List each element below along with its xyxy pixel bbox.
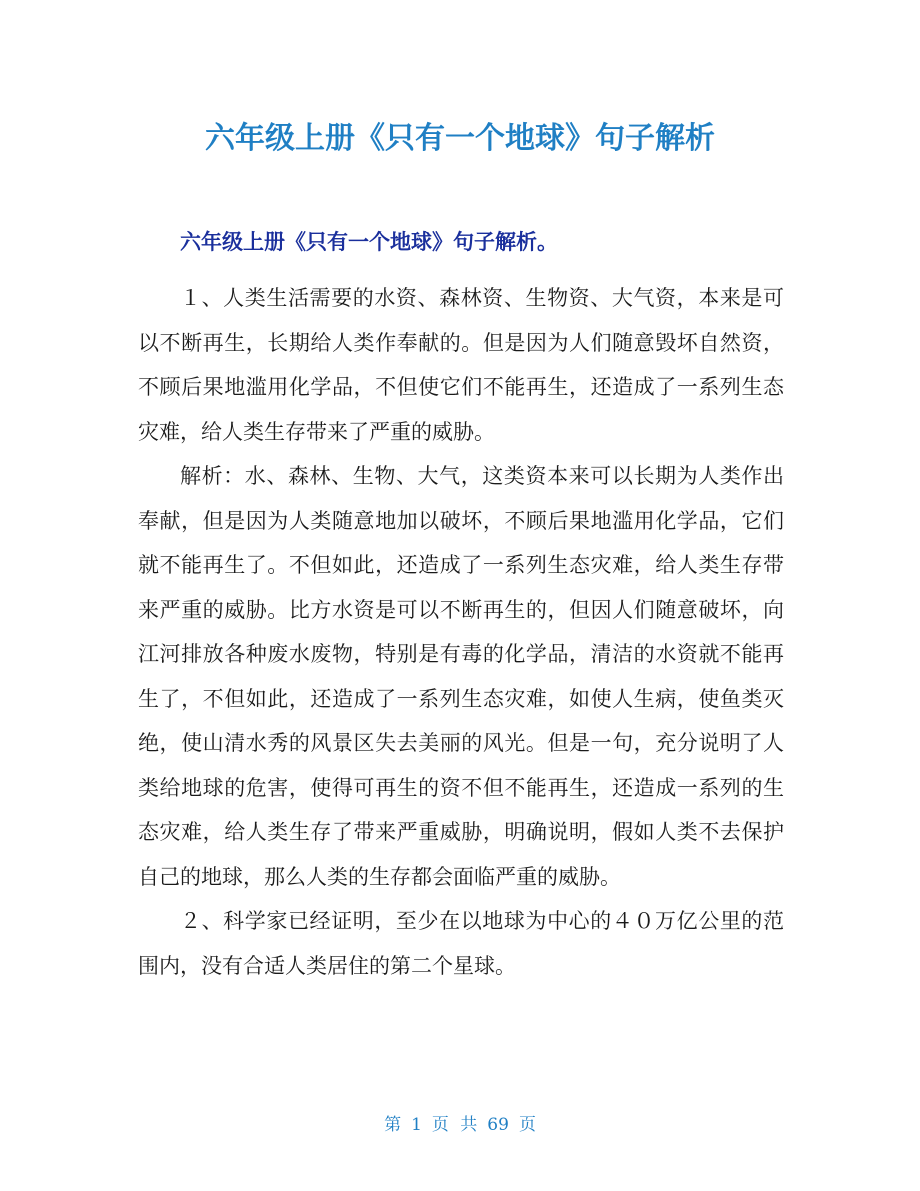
- footer-middle: 页 共: [431, 1115, 478, 1135]
- paragraph-2: 解析：水、森林、生物、大气，这类资本来可以长期为人类作出奉献，但是因为人类随意地加以破坏，不顾后果地滥用化学品，它们就不能再生了。不但如此，还造成了一系列生态灾难，给人类生存带来严重的威胁。比方水资是可以不断再生的，但因人们随意破坏，向江河排放各种废水废物，特别是有毒的化学品，清洁的水资就不能再生了，不但如此，还造成了一系列生态灾难，如使人生病，使鱼类灭绝，使山清水秀的风景区失去美丽的风光。但是一句，充分说明了人类给地球的危害，使得可再生的资不但不能再生，还造成一系列的生态灾难，给人类生存了带来严重威胁，明确说明，假如人类不去保护自己的地球，那么人类的生存都会面临严重的威胁。: [138, 464, 784, 889]
- footer-suffix: 页: [518, 1115, 536, 1135]
- document-subtitle: 六年级上册《只有一个地球》句子解析。: [180, 230, 558, 254]
- document-body: [138, 276, 784, 988]
- document-title: 六年级上册《只有一个地球》句子解析: [205, 121, 715, 156]
- page-footer: [0, 1113, 920, 1137]
- footer-total-pages: 69: [487, 1115, 509, 1135]
- footer-prefix: 第: [384, 1115, 402, 1135]
- footer-page-number: 1: [411, 1115, 422, 1135]
- paragraph-3: ２、科学家已经证明，至少在以地球为中心的４０万亿公里的范围内，没有合适人类居住的第二个星球。: [138, 909, 784, 978]
- paragraph-1: １、人类生活需要的水资、森林资、生物资、大气资，本来是可以不断再生，长期给人类作奉献的。但是因为人们随意毁坏自然资，不顾后果地滥用化学品，不但使它们不能再生，还造成了一系列生态灾难，给人类生存带来了严重的威胁。: [138, 286, 784, 444]
